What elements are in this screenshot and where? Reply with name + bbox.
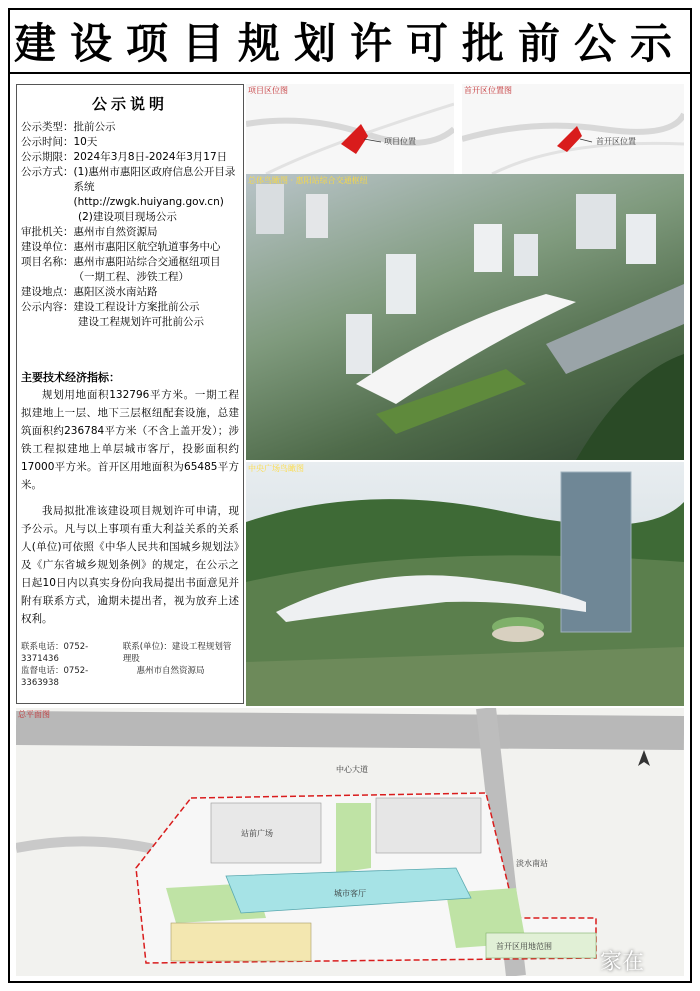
field-value: 惠州市惠阳站综合交通枢纽项目（一期工程、涉铁工程） [73,256,221,283]
contact-unit-line: 联系(单位)：建设工程规划管理股 [122,642,232,664]
field-value: 惠阳区淡水南站路 [73,286,158,298]
field-type [21,120,239,135]
field-project [21,255,239,285]
field-label: 公示方式： [21,166,74,178]
field-label: 项目名称： [21,256,74,268]
field-period [21,150,239,165]
plan-plaza-label: 站前广场 [241,829,273,838]
plaza-rendering [246,462,684,706]
plaza-label: 中央广场鸟瞰图 [248,464,304,473]
field-value: 10天 [73,136,98,148]
field-label: 公示期限： [21,151,74,163]
aerial-label: 总体鸟瞰图 · 惠阳站综合交通枢纽 [248,176,368,185]
field-value: (1)惠州市惠阳区政府信息公开目录系统(http://zwgk.huiyang.gov.cn) [73,166,236,208]
field-label: 公示时间： [21,136,74,148]
tech-title: 主要技术经济指标： [21,371,120,384]
field-site [21,285,239,300]
aerial-rendering [246,174,684,460]
field-label: 建设单位： [21,241,74,253]
tech-paragraph: 规划用地面积132796平方米。一期工程拟建地上一层、地下三层枢纽配套设施，总建筑面积约236784平方米（不含上盖开发）；涉铁工程拟建地上单层城市客厅，投影面积约17000平方米。首开区用地面积为65485平方米。 [21,389,239,491]
site-plan-graphic [16,708,684,976]
field-method-2: (2)建设项目现场公示 [78,211,177,223]
field-duration [21,135,239,150]
notice-title: 公示说明 [91,95,168,113]
field-builder [21,240,239,255]
location-map-graphic [246,84,454,174]
field-value: 2024年3月8日-2024年3月17日 [73,151,228,163]
watermark: 家在 [600,950,645,975]
field-value: 批前公示 [73,121,116,133]
field-value: 惠州市惠阳区航空轨道事务中心 [73,241,221,253]
location-map [246,84,454,174]
supervise-line: 监督电话：0752-3363938 [21,666,89,688]
location-map-label: 项目区位图 [248,86,288,95]
plan-firstphase-label: 首开区用地范围 [496,942,552,951]
plan-hall-label: 城市客厅 [334,889,366,898]
authority-line: 惠州市自然资源局 [136,666,205,676]
field-value: 惠州市自然资源局 [73,226,158,238]
plaza-graphic [246,462,684,706]
plan-station-label: 淡水南站 [516,859,548,868]
notice-panel [16,84,244,704]
field-label: 公示内容： [21,301,74,313]
field-content [21,300,239,315]
page-title: 建设项目规划许可批前公示 [13,19,686,68]
first-phase-map [462,84,684,174]
first-phase-map-graphic [462,84,684,174]
field-method [21,165,239,210]
plan-road-label: 中心大道 [336,765,368,774]
site-plan-label: 总平面图 [18,710,50,719]
field-label: 审批机关： [21,226,74,238]
first-phase-marker-text: 首开区位置 [596,137,636,146]
location-marker-text: 项目位置 [384,137,416,146]
field-value: 建设工程设计方案批前公示 [73,301,200,313]
field-content-2: 建设工程规划许可批前公示 [78,316,204,328]
field-label: 公示类型： [21,121,74,133]
notice-paragraph: 我局拟批准该建设项目规划许可申请，现予公示。凡与以上事项有重大利益关系的关系人(单位)可依照《中华人民共和国城乡规划法》及《广东省城乡规划条例》的规定，在公示之日起10日内以真实身份向我局提出书面意见并附有联系方式，逾期未提出者，视为放弃上述权利。 [21,505,239,625]
phone-line: 联系电话：0752-3371436 [21,642,89,664]
site-plan [16,708,684,976]
first-phase-map-label: 首开区位置图 [464,86,512,95]
title-bar [10,10,690,74]
field-label: 建设地点： [21,286,74,298]
field-authority [21,225,239,240]
aerial-graphic [246,174,684,460]
contacts [21,641,239,689]
